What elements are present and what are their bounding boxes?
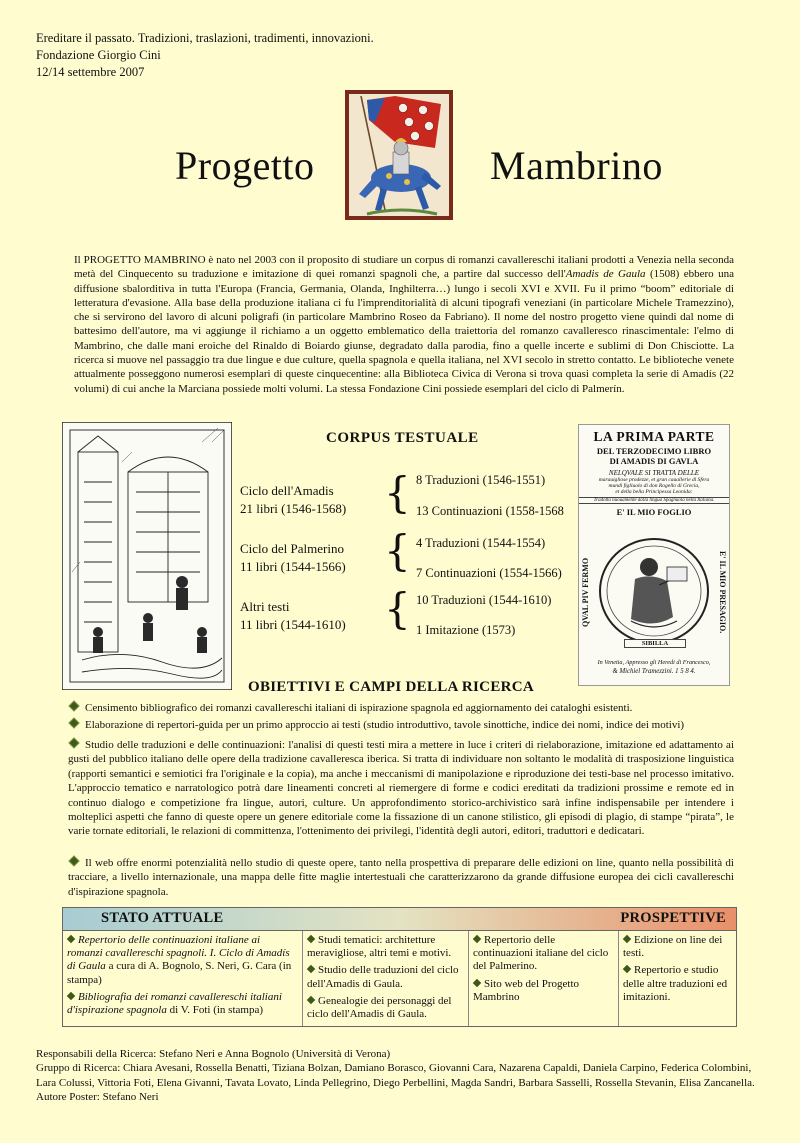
- cycle-palmerino: [240, 540, 346, 576]
- footer-gruppo: Gruppo di Ricerca: Chiara Avesani, Rossella Benatti, Tiziana Bolzan, Damiano Borasco, Giovanni Cara, Nazarena Capaldi, Daniela Carpino, Federica Colombini, Lara Colussi, Vittoria Foti, Elena Givanni, Tavata Lovato, Linda Pellegrino, Diego Perbellini, Magda Sandri, Barbara Sasselli, Rossella Stevanin, Elisa Zancanella.: [36, 1062, 755, 1089]
- cycle-item: 13 Continuazioni (1558-1568: [416, 504, 564, 518]
- book-line: NELQVALE SI TRATTA DELLE: [608, 469, 700, 477]
- bullet-icon: [68, 737, 79, 748]
- book-line: Tradotta nuouamente dalla lingua Spagnuola nella Italiana.: [579, 497, 729, 504]
- objective-text: Studio delle traduzioni e delle continuazioni: l'analisi di questi testi mira a mettere in luce i criteri di rielaborazione, imitazione ed adattamento ai gusti del pubblico italiano delle opere della tradizione cavalleresca iberica. Si tratta di individuare non soltanto le modalità di trasposizione linguistica (rapporti semantici e semiotici fra l'originale e la copia), ma anche i meccanismi di manipolazione e riproduzione dei testi-base nel processo imitativo. L'approccio tematico e narratologico potrà dare lineamenti concreti al riemergere di forme e codici ereditati da tradizioni prossime e remote ed in continuo dialogo e competizione fra lingue, autori, culture. Un approfondimento storico-archivistico sarà infine indispensabile per intendere i molteplici aspetti che fanno di queste opere un genere editoriale come la fissazione di un canone stilistico, gli episodi di plagio, di stampe “pirata”, le varie tornate editoriali, le relazioni di committenza, l'ottenimento dei privilegi, l'identità degli autori, editori, traduttori e dedicatari.: [68, 739, 734, 838]
- book-line: mundi figliuolo di don Rogello di Grecia,: [608, 483, 700, 489]
- footer-autore: Autore Poster: Stefano Neri: [36, 1091, 159, 1104]
- objective-item: [68, 701, 734, 715]
- cycle-books: 21 libri (1546-1568): [240, 501, 347, 516]
- status-item: Genealogie dei personaggi del ciclo dell'Amadis di Gaula.: [307, 994, 452, 1021]
- corpus-title: CORPUS TESTUALE: [326, 430, 479, 446]
- book-line: marauigliose prodezze, et gran cauallerie di Sfera: [598, 477, 710, 483]
- cycle-item: 10 Traduzioni (1544-1610): [416, 593, 552, 607]
- status-table-header: [63, 908, 736, 931]
- status-current-title: STATO ATTUALE: [101, 910, 224, 926]
- status-item: Edizione on line dei testi.: [623, 934, 723, 960]
- bullet-icon: [67, 935, 75, 943]
- status-item-text: di V. Foti (in stampa): [166, 1004, 263, 1017]
- brace: {: [384, 584, 411, 633]
- intro-italic-title: Amadis de Gaula: [565, 268, 646, 281]
- book-line: DI AMADIS DI GAVLA: [609, 456, 699, 466]
- book-line: et della bella Principessa Leonida:: [615, 489, 693, 495]
- objective-item: [68, 738, 734, 839]
- cycle-amadis: [240, 482, 346, 518]
- bullet-icon: [307, 965, 315, 973]
- bullet-icon: [623, 935, 631, 943]
- book-imprint: & Michiel Tramezzini. 1 5 8 4.: [612, 668, 696, 675]
- brace: {: [384, 468, 411, 517]
- title-left: Progetto: [175, 143, 315, 188]
- status-item: Studi tematici: architetture meravigliose, altri temi e motivi.: [307, 934, 452, 960]
- cycle-books: 11 libri (1544-1566): [240, 559, 346, 574]
- status-item: Studio delle traduzioni del ciclo dell'Amadis di Gaula.: [307, 964, 459, 990]
- book-motto-vertical: QVAL PIV FERMO: [581, 557, 590, 627]
- sibyl-ribbon: SIBILLA: [624, 639, 686, 648]
- objective-text: Censimento bibliografico dei romanzi cavallereschi italiani di ispirazione spagnola ed aggiornamento dei cataloghi esistenti.: [85, 702, 633, 714]
- status-item-italic: Repertorio delle continuazioni italiane ai romanzi cavallereschi spagnoli. I. Ciclo di Amadís di Gaula: [67, 934, 290, 973]
- book-line: DEL TERZODECIMO LIBRO: [596, 446, 712, 456]
- cycle-item: 7 Continuazioni (1554-1566): [416, 566, 562, 580]
- intro-paragraph: [74, 253, 734, 396]
- footer: [36, 1047, 766, 1105]
- cycle-name: Altri testi: [240, 599, 290, 614]
- brace: {: [384, 526, 411, 575]
- footer-responsabili: Responsabili della Ricerca: Stefano Neri e Anna Bognolo (Università di Verona): [36, 1048, 391, 1060]
- status-item-text: a cura di A. Bognolo, S. Neri, G. Cara (in stampa): [67, 960, 292, 986]
- bullet-icon: [307, 935, 315, 943]
- sibyl-medallion: [597, 537, 711, 649]
- objective-item: [68, 856, 734, 899]
- status-item-italic: Bibliografia dei romanzi cavallereschi italiani d'ispirazione spagnola: [67, 990, 282, 1017]
- cycle-books: 11 libri (1544-1610): [240, 617, 346, 632]
- book-line: LA PRIMA PARTE: [593, 429, 715, 444]
- header-date: 12/14 settembre 2007: [36, 65, 145, 79]
- status-col-4: [619, 931, 736, 1026]
- bullet-icon: [67, 992, 75, 1000]
- book-motto: E' IL MIO FOGLIO: [616, 507, 692, 517]
- objective-text: Elaborazione di repertori-guida per un primo approccio ai testi (studio introduttivo, tavole sinottiche, indice dei nomi, indice dei motivi): [85, 719, 685, 731]
- bullet-icon: [68, 700, 79, 711]
- title-right: Mambrino: [490, 143, 663, 188]
- bullet-icon: [473, 978, 481, 986]
- status-item: [67, 934, 298, 987]
- cycle-altri: [240, 598, 346, 634]
- status-table: [62, 907, 737, 1027]
- header-event: Ereditare il passato. Tradizioni, traslazioni, tradimenti, innovazioni.: [36, 31, 374, 45]
- status-prospects-title: PROSPETTIVE: [620, 910, 726, 926]
- cycle-item: 1 Imitazione (1573): [416, 623, 516, 637]
- status-col-2: [303, 931, 469, 1026]
- status-col-3: [469, 931, 619, 1026]
- bullet-icon: [68, 717, 79, 728]
- status-item: Repertorio delle continuazioni italiane del ciclo del Palmerino.: [473, 934, 609, 973]
- cycle-name: Ciclo dell'Amadis: [240, 483, 334, 498]
- objectives-title: OBIETTIVI E CAMPI DELLA RICERCA: [248, 679, 535, 695]
- woodcut-illustration: [62, 422, 232, 690]
- intro-text-1: Il PROGETTO MAMBRINO è nato nel 2003 con il proposito di studiare un corpus di romanzi cavallereschi italiani prodotti a Venezia nella seconda metà del Cinquecento su traduzione e imitazione di quei romanzi spagnoli che, a partire dal successo dell': [74, 254, 734, 281]
- book-imprint: In Venetia, Appresso gli Heredi di Francesco,: [597, 659, 711, 666]
- bullet-icon: [623, 965, 631, 973]
- cycle-item: 4 Traduzioni (1544-1554): [416, 536, 546, 550]
- header-venue: Fondazione Giorgio Cini: [36, 48, 161, 62]
- bullet-icon: [307, 996, 315, 1004]
- knight-illustration: [345, 90, 453, 220]
- status-col-1: [63, 931, 303, 1026]
- header: [36, 30, 374, 81]
- bullet-icon: [68, 855, 79, 866]
- intro-text-2: (1508) ebbero una diffusione sbalorditiva in tutta l'Europa (Francia, Germania, Olanda, Inghilterra…) lungo i secoli XVI e XVII. Fu il primo “boom” editoriale di letteratura d'evasione. Alla base della produzione italiana ci fu l'imprenditorialità di alcuni tipografi veneziani (in particolare Michele Tramezzino), che si servirono del lavoro di alcuni poligrafi (in particolare Mambrino Roseo da Fabriano). Il nome del nostro progetto viene quindi dal nome di battesimo dell'autore, ma vi aggiunge il richiamo a un oggetto emblematico della traiettoria del romanzo cavalleresco rinascimentale: l'elmo di Mambrino, che dalle mani eroiche del Rinaldo di Boiardo giunse, degradato dalla parodia, fino a quelle incerte e sublimi di Don Chisciotte. La ricerca si muove nel passaggio tra due lingue e due culture, quella spagnola e quella italiana, nel XVI secolo in stretto contatto. Le biblioteche venete attualmente posseggono numerosi esemplari di queste cinquecentine: alla Biblioteca Civica di Verona si trova quasi completa la serie di Amadís (22 volumi) di cui anche la Marciana possiede molti volumi. La stessa Fondazione Cini possiede esemplari del ciclo di Palmerín.: [74, 268, 734, 395]
- bullet-icon: [473, 935, 481, 943]
- objective-text: Il web offre enormi potenzialità nello studio di queste opere, tanto nella prospettiva di preparare delle edizioni on line, quanto nella possibilità di tracciare, a livello internazionale, una mappa delle fitte maglie intertestuali che caratterizzarono da grande diffusione europea dei cicli cavallereschi d'ispirazione spagnola.: [68, 857, 734, 898]
- status-item: Sito web del Progetto Mambrino: [473, 977, 580, 1003]
- cycle-item: 8 Traduzioni (1546-1551): [416, 473, 546, 487]
- book-title-page: [578, 424, 730, 686]
- status-item: Repertorio e studio delle altre traduzioni ed imitazioni.: [623, 964, 728, 1003]
- objective-item: [68, 718, 734, 732]
- book-motto-vertical: E' IL MIO PRESAGIO.: [718, 550, 727, 634]
- status-item: [67, 991, 298, 1017]
- cycle-name: Ciclo del Palmerino: [240, 541, 344, 556]
